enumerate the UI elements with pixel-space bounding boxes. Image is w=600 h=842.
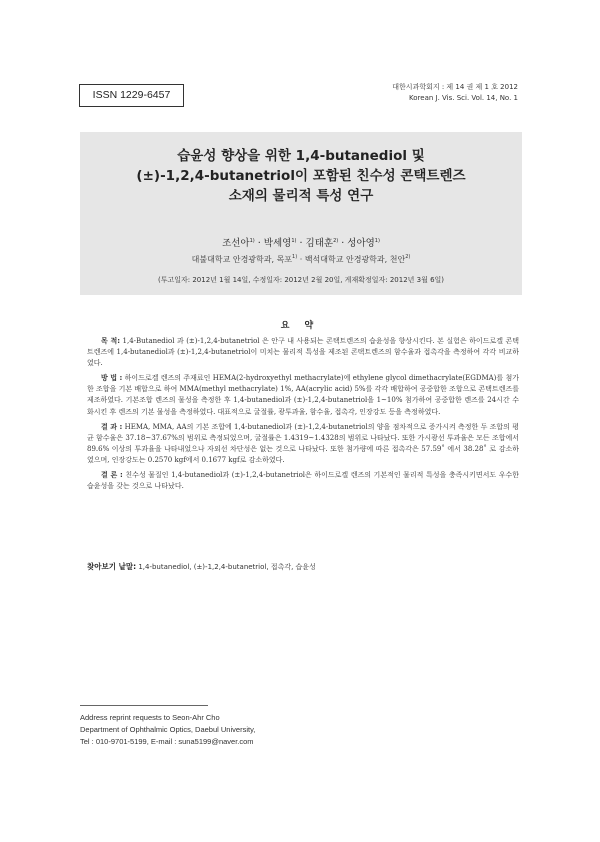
author-sup: 1) [249,238,255,244]
section-text: 하이드로겔 렌즈의 주재료인 HEMA(2-hydroxyethyl methacrylate)에 ethylene glycol dimethacrylate(EGDMA)를 첨가한 조합을 기본 배합으로 하여 MMA(methyl methacrylate) 1%, AA(acrylic acid) 5%를 각각 배합하여 공중합한 조합으로 콘택트렌즈를 제조하였다. 기본조합 렌즈의 물성을 측정한 후 1,4-butanediol과 (±)-1,2,4-butanetriol을 1~10% 첨가하여 공중합한 렌즈를 24시간 수화시킨 후 렌즈의 기본 물성을 측정하였다. 대표적으로 굴절률, 광투과율, 함수율, 접촉각, 인장강도 등을 측정하였다. [87,374,520,416]
correspondence-footnote [80,712,255,748]
submission-dates: (투고일자: 2012년 1월 14일, 수정일자: 2012년 2월 20일, 게재확정일자: 2012년 3월 6일) [157,276,445,284]
footnote-line: Address reprint requests to Seon-Ahr Cho [80,713,220,722]
section-text: 1,4-Butanediol 과 (±)-1,2,4-butanetriol 은 안구 내 사용되는 콘택트렌즈의 습윤성을 향상시킨다. 본 실험은 하이드로겔 콘택트렌즈에 1,4-butanediol과 (±)-1,2,4-butanetriol이 미치는 물리적 특성을 제조된 콘택트렌즈의 함수율과 접촉각을 측정하여 각각 비교하였다. [87,337,519,368]
affiliation: 대불대학교 안경광학과, 목포 [191,255,293,264]
author-sup: 2) [333,238,339,244]
title-line-2: (±)-1,2,4-butanetriol이 포함된 친수성 콘택트렌즈 [136,168,466,184]
abstract-heading: 요 약 [280,321,320,331]
journal-info [392,82,518,104]
footnote-divider [80,705,208,706]
section-text: HEMA, MMA, AA의 기본 조합에 1,4-butanediol과 (±)-1,2,4-butanetriol의 양을 점차적으로 증가시켜 측정한 두 조합의 평균 함수율은 37.18~37.67%의 범위로 측정되었으며, 굴절률은 1.4319~1.4328의 범위로 나타났다. 또한 가시광선 투과율은 모든 조합에서 89.6% 이상의 투과율을 나타내었으나 자외선 차단성은 없는 것으로 나타났다. 또한 첨가량에 따른 접촉각은 57.59˚ 에서 38.28˚ 로 감소하였으며, 인장강도는 0.2570 kgf에서 0.1677 kgf로 감소하였다. [87,422,519,464]
abstract-section [87,373,519,417]
title-block [80,132,522,295]
journal-ko: 대한시과학회지 : 제 14 권 제 1 호 2012 [392,83,518,91]
author-name: 성아영 [347,238,375,249]
affiliation: 백석대학교 안경광학과, 천안 [304,255,406,264]
title-line-3: 소재의 물리적 특성 연구 [228,188,374,204]
affiliations: 대불대학교 안경광학과, 목포$^{1)}$ · 백석대학교 안경광학과, 천안$^{2)}$ [191,254,411,264]
abstract-body [87,336,519,496]
author-sup: 1) [291,238,297,244]
author-name: 김태훈 [305,238,334,249]
issn-box: ISSN 1229-6457 [79,84,184,107]
section-label: 방 법 : [101,374,123,383]
keywords-label: 찾아보기 낱말: [87,562,137,571]
keywords-text: 1,4-butanediol, (±)-1,2,4-butanetriol, 접촉각, 습윤성 [138,563,316,571]
section-text: 친수성 물질인 1,4-butanediol과 (±)-1,2,4-butanetriol은 하이드로겔 렌즈의 기본적인 물리적 특성을 충족시키면서도 우수한 습윤성을 갖는 것으로 나타났다. [87,471,520,491]
affiliation-sup: 1) [292,254,298,260]
abstract-section [87,422,519,466]
footnote-line: Tel : 010-9701-5199, E-mail : suna5199@naver.com [80,737,254,746]
affiliation-sup: 2) [405,254,411,260]
author-sup: 1) [374,238,380,244]
paper-title [80,146,522,206]
journal-en: Korean J. Vis. Sci. Vol. 14, No. 1 [409,94,518,102]
abstract-section [87,336,519,369]
section-label: 목 적: [101,337,121,345]
title-line-1: 습윤성 향상을 위한 1,4-butanediol 및 [177,148,425,164]
section-label: 결 론 : [101,471,123,480]
author-list: 조선아$^{1)}$ · 박세영$^{1)}$ · 김태훈$^{2)}$ · 성아영$^{1)}$ [222,238,380,249]
footnote-line: Department of Ophthalmic Optics, Daebul University, [80,725,256,734]
keywords [87,561,519,572]
section-label: 결 과 : [101,422,123,431]
author-name: 박세영 [263,238,292,249]
abstract-section [87,470,519,492]
author-name: 조선아 [222,238,250,249]
